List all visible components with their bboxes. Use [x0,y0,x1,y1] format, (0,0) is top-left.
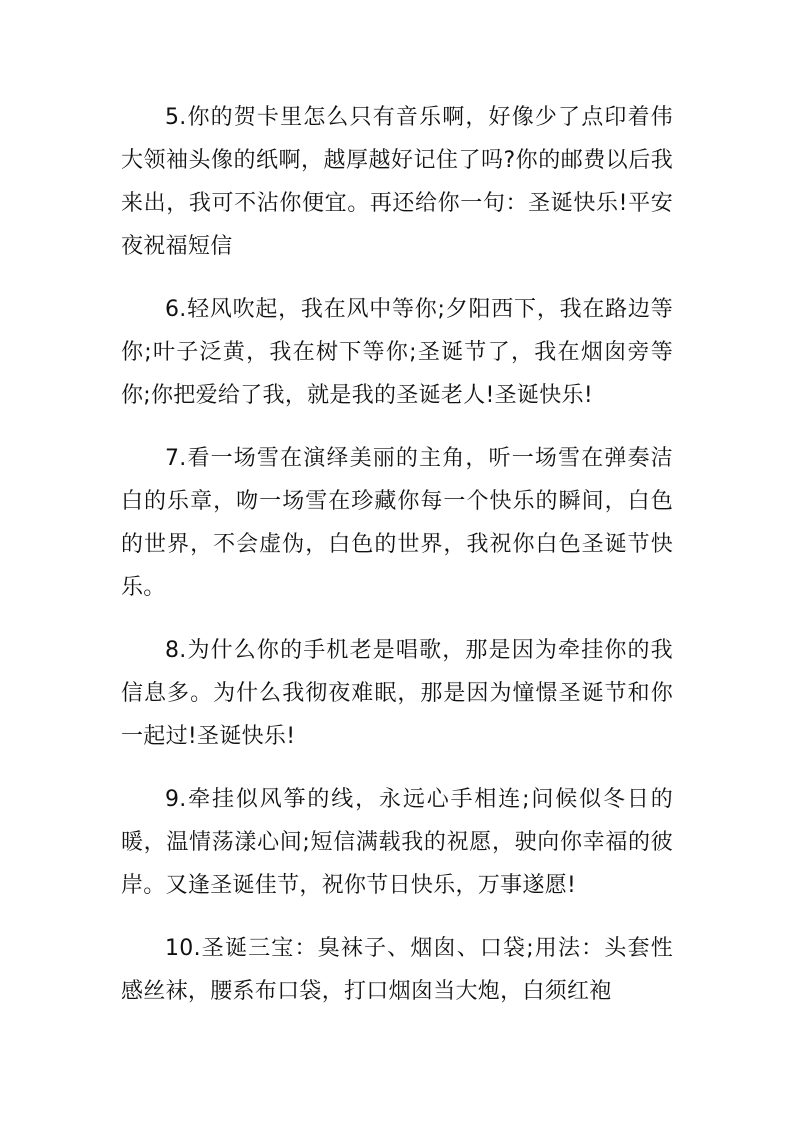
paragraph-5: 5.你的贺卡里怎么只有音乐啊，好像少了点印着伟大领袖头像的纸啊，越厚越好记住了吗?你的邮费以后我来出，我可不沾你便宜。再还给你一句：圣诞快乐!平安夜祝福短信 [121,105,673,259]
paragraph-7: 7.看一场雪在演绎美丽的主角，听一场雪在弹奏洁白的乐章，吻一场雪在珍藏你每一个快乐的瞬间，白色的世界，不会虚伪，白色的世界，我祝你白色圣诞节快乐。 [121,446,673,600]
paragraph-6: 6.轻风吹起，我在风中等你;夕阳西下，我在路边等你;叶子泛黄，我在树下等你;圣诞节了，我在烟囱旁等你;你把爱给了我，就是我的圣诞老人!圣诞快乐! [121,297,673,408]
paragraph-9: 9.牵挂似风筝的线，永远心手相连;问候似冬日的暖，温情荡漾心间;短信满载我的祝愿，驶向你幸福的彼岸。又逢圣诞佳节，祝你节日快乐，万事遂愿! [121,787,673,898]
document-body [121,96,673,1033]
paragraph-8: 8.为什么你的手机老是唱歌，那是因为牵挂你的我信息多。为什么我彻夜难眠，那是因为憧憬圣诞节和你一起过!圣诞快乐! [121,638,673,749]
paragraph-10: 10.圣诞三宝：臭袜子、烟囱、口袋;用法：头套性感丝袜，腰系布口袋，打口烟囱当大炮，白须红袍 [121,936,673,1004]
